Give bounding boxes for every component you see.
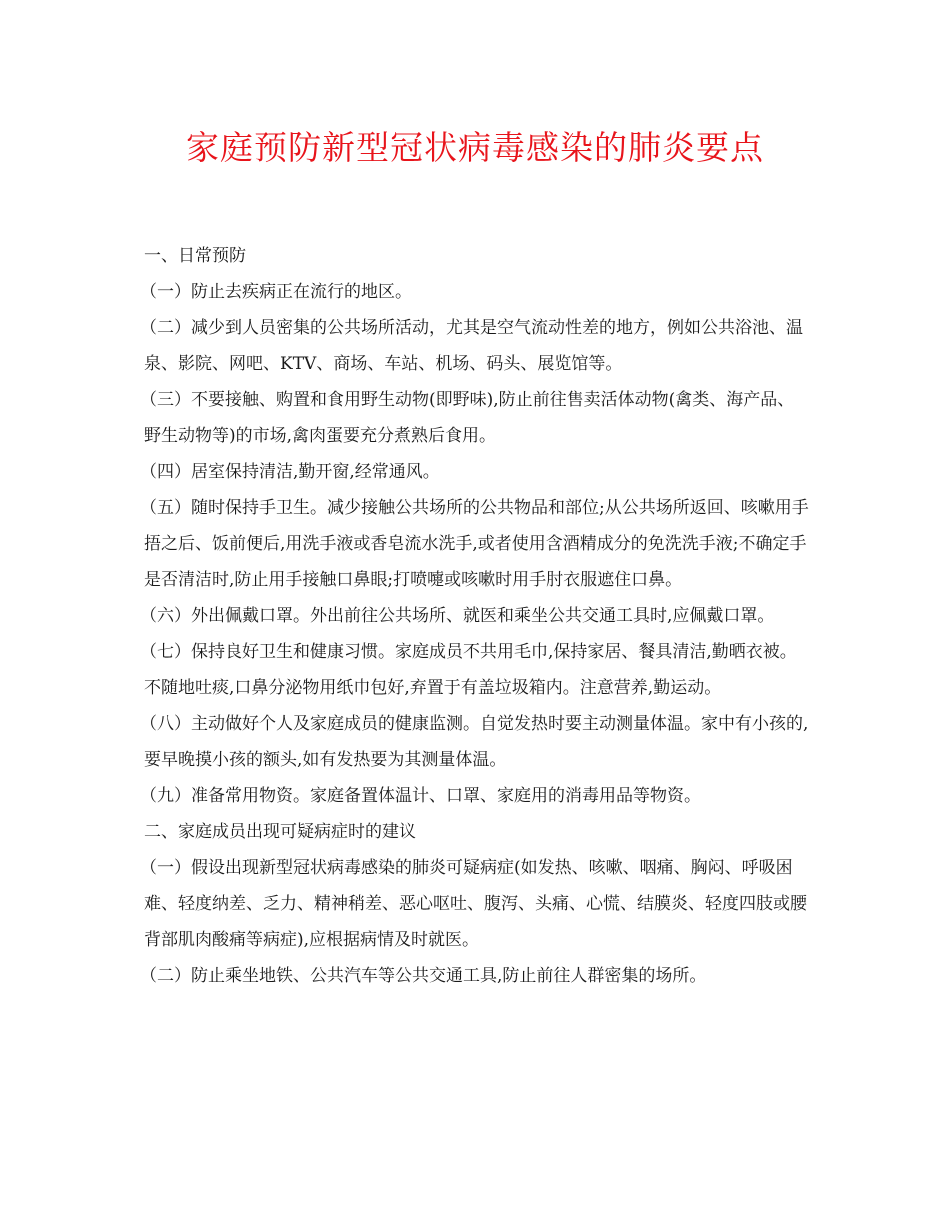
paragraph-item: （二）减少到人员密集的公共场所活动，尤其是空气流动性差的地方，例如公共浴池、温泉、影院、网吧、KTV、商场、车站、机场、码头、展览馆等。 <box>140 318 803 374</box>
paragraph-item: （一）防止去疾病正在流行的地区。 <box>140 282 412 302</box>
section-heading-suspected-symptoms: 二、家庭成员出现可疑病症时的建议 <box>144 822 416 842</box>
section-heading-daily-prevention: 一、日常预防 <box>144 246 246 266</box>
paragraph-item: （九）准备常用物资。家庭备置体温计、口罩、家庭用的消毒用品等物资。 <box>140 786 701 806</box>
document-title: 家庭预防新型冠状病毒感染的肺炎要点 <box>186 128 764 167</box>
paragraph-item: （六）外出佩戴口罩。外出前往公共场所、就医和乘坐公共交通工具时,应佩戴口罩。 <box>140 606 775 626</box>
paragraph-item: （一）假设出现新型冠状病毒感染的肺炎可疑病症(如发热、咳嗽、咽痛、胸闷、呼吸困难、轻度纳差、乏力、精神稍差、恶心呕吐、腹泻、头痛、心慌、结膜炎、轻度四肢或腰背部肌肉酸痛等病症),应根据病情及时就医。 <box>140 858 807 950</box>
paragraph-item: （八）主动做好个人及家庭成员的健康监测。自觉发热时要主动测量体温。家中有小孩的,要早晚摸小孩的额头,如有发热要为其测量体温。 <box>140 714 809 770</box>
paragraph-item: （七）保持良好卫生和健康习惯。家庭成员不共用毛巾,保持家居、餐具清洁,勤晒衣被。不随地吐痰,口鼻分泌物用纸巾包好,弃置于有盖垃圾箱内。注意营养,勤运动。 <box>140 642 797 698</box>
paragraph-item: （五）随时保持手卫生。减少接触公共场所的公共物品和部位;从公共场所返回、咳嗽用手捂之后、饭前便后,用洗手液或香皂流水洗手,或者使用含酒精成分的免洗洗手液;不确定手是否清洁时,防止用手接触口鼻眼;打喷嚏或咳嗽时用手肘衣服遮住口鼻。 <box>140 498 809 590</box>
paragraph-item: （二）防止乘坐地铁、公共汽车等公共交通工具,防止前往人群密集的场所。 <box>140 966 707 986</box>
document-body <box>140 238 810 994</box>
paragraph-item: （四）居室保持清洁,勤开窗,经常通风。 <box>140 462 440 482</box>
paragraph-item: （三）不要接触、购置和食用野生动物(即野味),防止前往售卖活体动物(禽类、海产品、野生动物等)的市场,禽肉蛋要充分煮熟后食用。 <box>140 390 795 446</box>
